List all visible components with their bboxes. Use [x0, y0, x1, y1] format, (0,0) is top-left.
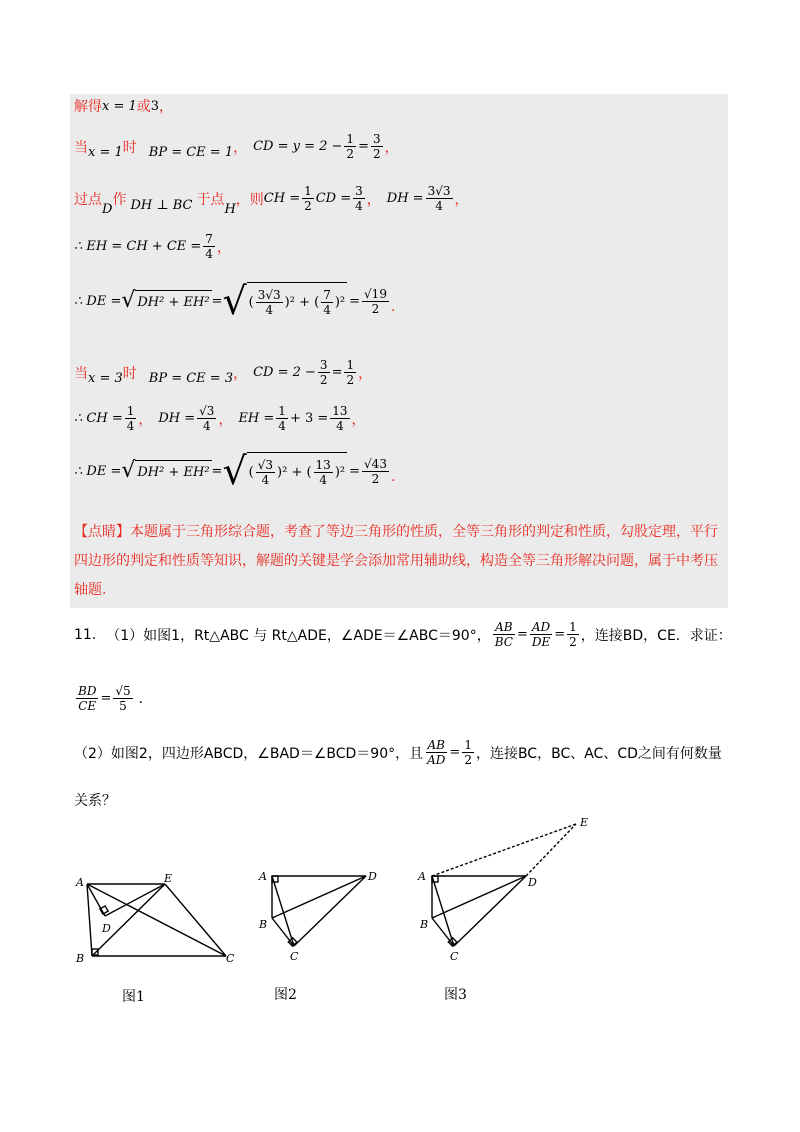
fraction: $\frac{√5}{5}$	[115, 684, 131, 713]
sqrt: √ ( $\frac{3√3}{4}$ )² + ( $\frac{7}{4}$ )²	[222, 279, 346, 323]
solution-line-5: ∴ DE = √ DH² + EH² = √ ( $\frac{3√3}{4}$ )² + ( $\frac{7}{4}$ )² = $\frac{√19}{2}$ .	[74, 279, 396, 323]
text: ，	[159, 99, 174, 115]
math: =	[211, 463, 223, 479]
math: H	[224, 202, 236, 217]
question-11-proof-target: $\frac{BD}{CE}$ = $\frac{√5}{5}$ .	[78, 684, 144, 713]
figure-3	[410, 812, 600, 968]
text: 作	[112, 191, 127, 208]
solution-line-1	[74, 96, 173, 116]
fraction: $\frac{3}{2}$	[372, 132, 381, 161]
math: CD = y = 2 −	[253, 139, 343, 154]
fraction: $\frac{1}{4}$	[278, 404, 286, 433]
label-A: A	[259, 870, 267, 883]
math: DH =	[386, 191, 424, 206]
fraction: $\frac{AD}{DE}$	[531, 620, 551, 649]
math: x = 1	[102, 98, 137, 114]
text: ，连接BD，CE．求证：	[580, 627, 732, 644]
fraction: $\frac{3√3}{4}$	[427, 184, 451, 213]
label-E: E	[164, 872, 173, 885]
fraction: $\frac{7}{4}$	[205, 232, 213, 261]
figure-2	[254, 866, 384, 966]
figure-2-caption: 图2	[274, 987, 297, 1003]
remark-note: 【点睛】本题属于三角形综合题，考查了等边三角形的性质，全等三角形的判定和性质，勾股定理，平行四边形的判定和性质等知识，解题的关键是学会添加常用辅助线，构造全等三角形解决问题，属于中考压轴题.	[74, 524, 718, 598]
text: （1）如图1，Rt△ABC 与 Rt△ADE，∠ADE＝∠ABC＝90°，	[106, 627, 491, 644]
label-B: B	[420, 918, 429, 931]
math: D	[102, 202, 113, 217]
text: ，	[454, 191, 469, 208]
math: =	[331, 365, 343, 380]
math: BP = CE = 1	[148, 145, 234, 160]
math: =	[211, 293, 223, 309]
math: DH =	[158, 411, 196, 426]
math: x = 3	[88, 371, 123, 386]
fraction: $\frac{√3}{4}$	[199, 404, 215, 433]
text: ，	[358, 365, 373, 382]
label-D: D	[102, 922, 111, 935]
math: 3	[150, 98, 160, 114]
figure-3-caption: 图3	[444, 987, 467, 1003]
math: ∴ CH =	[74, 411, 123, 426]
text: ，则	[235, 191, 264, 208]
question-11-part2-cont	[74, 790, 116, 810]
math: ∴ DE =	[74, 293, 122, 309]
fraction: $\frac{13}{4}$	[332, 404, 348, 433]
math: EH =	[238, 411, 275, 426]
question-number: 11.	[74, 626, 97, 643]
label-A: A	[418, 870, 426, 883]
fraction: $\frac{√19}{2}$	[364, 286, 387, 316]
text: 过点	[74, 191, 102, 208]
text: 当	[74, 139, 88, 156]
sqrt: √ DH² + EH²	[121, 288, 210, 313]
math: x = 1	[88, 145, 123, 160]
fraction: $\frac{1}{2}$	[464, 738, 472, 767]
math: CD =	[315, 191, 352, 206]
solution-line-6	[74, 358, 372, 387]
math: CD = 2 −	[253, 365, 316, 380]
text: ，	[233, 139, 248, 156]
text: 关系？	[74, 793, 116, 809]
text: 时	[122, 365, 137, 382]
math: =	[358, 139, 369, 154]
text: ，连接BC，BC、AC、CD之间有何数量	[475, 745, 722, 762]
label-B: B	[76, 952, 85, 965]
sqrt: √ ( $\frac{√3}{4}$ )² + ( $\frac{13}{4}$ )²	[222, 449, 346, 493]
text: 时	[122, 139, 137, 156]
label-A: A	[76, 876, 84, 889]
solution-line-3: 过点 D 作 DH ⊥ BC 于点 H ，则 CH = $\frac{1}{2}$ CD = $\frac{3}{4}$ ， DH = $\frac{3√3}{4}$ ，	[74, 184, 469, 217]
math: + 3 =	[289, 411, 329, 426]
math: BP = CE = 3	[148, 371, 234, 386]
text: ，	[384, 139, 399, 156]
fraction: $\frac{1}{2}$	[346, 132, 355, 161]
figure-1-caption: 图1	[122, 989, 145, 1005]
text: 当	[74, 365, 88, 382]
question-11-part1: 11. （1）如图1，Rt△ABC 与 Rt△ADE，∠ADE＝∠ABC＝90°， $\frac{AB}{BC}$ = $\frac{AD}{DE}$ = $\frac{1}{2}$ ，连接BD，CE．求证：	[74, 620, 732, 649]
math: ∴ DE =	[74, 463, 122, 479]
solution-line-7: ∴ CH = $\frac{1}{4}$ ， DH = $\frac{√3}{4}$ ， EH = $\frac{1}{4}$ + 3 = $\frac{13}{4}$ ，	[74, 404, 366, 433]
fraction: $\frac{AB}{BC}$	[494, 620, 513, 649]
math: DH ⊥ BC	[130, 198, 193, 213]
text: 或	[136, 99, 151, 115]
label-C: C	[290, 950, 299, 963]
math: CH =	[263, 191, 301, 206]
math: ∴ EH = CH + CE =	[74, 239, 202, 254]
fraction: $\frac{1}{2}$	[569, 620, 577, 649]
text: ，	[351, 411, 366, 428]
text: .	[390, 299, 396, 315]
fraction: $\frac{AB}{AD}$	[427, 738, 446, 767]
sqrt: √ DH² + EH²	[121, 458, 210, 483]
text: ，	[216, 239, 231, 256]
fraction: $\frac{1}{2}$	[304, 184, 312, 213]
text: .	[138, 690, 144, 707]
fraction: $\frac{3}{4}$	[355, 184, 363, 213]
label-D: D	[528, 876, 537, 889]
solution-line-8: ∴ DE = √ DH² + EH² = √ ( $\frac{√3}{4}$ )² + ( $\frac{13}{4}$ )² = $\frac{√43}{2}$ .	[74, 449, 396, 493]
text: 解得	[74, 99, 102, 115]
label-D: D	[368, 870, 377, 883]
fraction: $\frac{BD}{CE}$	[78, 684, 97, 713]
figure-1	[70, 870, 240, 970]
fraction: $\frac{1}{2}$	[346, 358, 355, 387]
question-11-part2: （2）如图2，四边形ABCD，∠BAD＝∠BCD＝90°，且 $\frac{AB}{AD}$ = $\frac{1}{2}$ ，连接BC，BC、AC、CD之间有何数量	[74, 738, 722, 767]
text: （2）如图2，四边形ABCD，∠BAD＝∠BCD＝90°，且	[74, 745, 424, 762]
label-B: B	[259, 918, 268, 931]
text: 于点	[196, 191, 225, 208]
label-C: C	[226, 952, 235, 965]
label-E: E	[580, 816, 589, 829]
text: .	[390, 469, 396, 485]
fraction: $\frac{1}{4}$	[126, 404, 135, 433]
fraction: $\frac{3}{2}$	[319, 358, 328, 387]
solution-line-4	[74, 232, 231, 261]
fraction: $\frac{√43}{2}$	[364, 456, 387, 486]
label-C: C	[450, 950, 459, 963]
text: ，	[233, 365, 248, 382]
solution-line-2	[74, 132, 399, 161]
